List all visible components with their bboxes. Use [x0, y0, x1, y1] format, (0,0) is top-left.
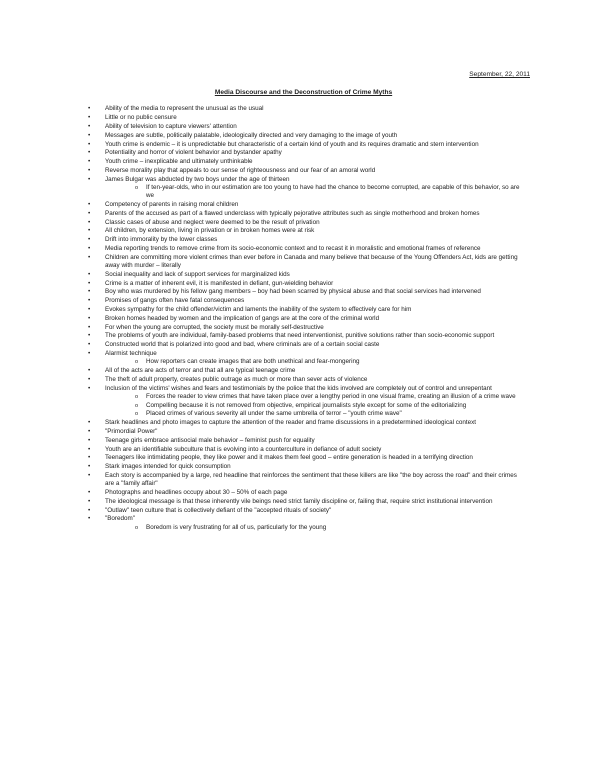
bullet-text: "Primordial Power" [105, 427, 158, 435]
bullet-item [82, 324, 525, 332]
bullet-item [82, 236, 525, 244]
bullet-item [82, 280, 525, 288]
notes-list [82, 105, 525, 531]
bullet-item [82, 297, 525, 305]
bullet-item [82, 515, 525, 531]
bullet-text: All children, by extension, living in privation or in broken homes were at risk [105, 227, 315, 235]
bullet-text: Teenage girls embrace antisocial male behavior – feminist push for equality [105, 436, 315, 444]
bullet-item [82, 271, 525, 279]
bullet-text: Ability of television to capture viewers' attention [105, 123, 237, 130]
bullet-text: "Boredom" [105, 515, 136, 523]
bullet-item [82, 472, 525, 488]
bullet-text: Reverse morality play that appeals to our sense of righteousness and our fear of an amoral world [105, 166, 376, 174]
bullet-item [82, 376, 525, 384]
bullet-text: Children are committing more violent crimes than ever before in Canada and many believe that because of the Young Offenders Act, kids are getting away with murder – literally [105, 253, 518, 269]
bullet-item [82, 245, 525, 253]
bullet-text: Potentiality and horror of violent behavior and bystander apathy [105, 149, 282, 157]
bullet-text: Stark headlines and photo images to capture the attention of the reader and frame discussions in a predetermined ideological context [105, 419, 477, 427]
sub-bullet-item: o Boredom is very frustrating for all of us, particularly for the young [105, 524, 525, 532]
sub-bullet-list [105, 184, 525, 200]
bullet-item [82, 428, 525, 436]
bullet-item [82, 332, 525, 340]
bullet-item [82, 419, 525, 427]
sub-bullet-list [105, 524, 525, 532]
bullet-item [82, 315, 525, 323]
bullet-text: The theft of adult property, creates public outrage as much or more than sever acts of violence [105, 375, 368, 383]
bullet-text: All of the acts are acts of terror and that all are typical teenage crime [105, 366, 296, 374]
bullet-item [82, 341, 525, 349]
bullet-text: Crime is a matter of inherent evil, it is manifested in defiant, gun-wielding behavior [105, 279, 334, 287]
bullet-item [82, 114, 525, 122]
bullet-item [82, 132, 525, 140]
bullet-text: Messages are subtle, politically palatable, ideologically directed and very damaging to the image of youth [105, 131, 398, 139]
bullet-text: Stark images intended for quick consumption [105, 463, 231, 471]
bullet-item [82, 167, 525, 175]
bullet-text: Each story is accompanied by a large, red headline that reinforces the sentiment that these killers are like "the boy across the road" and their crimes are a "family affair" [105, 471, 517, 488]
sub-bullet-list [105, 358, 525, 366]
bullet-text: Parents of the accused as part of a flawed underclass with typically pejorative attributes such as single motherhood and broken homes [105, 209, 480, 217]
bullet-item [82, 158, 525, 166]
sub-bullet-item: o If ten-year-olds, who in our estimation are too young to have had the chance to become corrupted, are capable of this behavior, so are we [105, 184, 525, 200]
bullet-item [82, 454, 525, 462]
bullet-text: Alarmist technique [105, 349, 157, 357]
document-title: Media Discourse and the Deconstruction of Crime Myths [214, 89, 393, 97]
sub-bullet-list [105, 393, 525, 419]
sub-bullet-item: o Placed crimes of various severity all under the same umbrella of terror – "youth crime wave" [105, 410, 525, 418]
bullet-text: "Outlaw" teen culture that is collectively defiant of the "accepted rituals of society" [105, 506, 332, 514]
bullet-item [82, 446, 525, 454]
sub-bullet-item: o Compelling because it is not removed from objective, empirical journalists style except for some of the editorializing [105, 402, 525, 410]
bullet-text: Constructed world that is polarized into good and bad, where criminals are of a certain social caste [105, 341, 380, 349]
bullet-item [82, 350, 525, 366]
bullet-item [82, 437, 525, 445]
bullet-text: Little or no public censure [105, 114, 177, 122]
bullet-item [82, 498, 525, 506]
sub-bullet-item: o How reporters can create images that are both unethical and fear-mongering [105, 358, 525, 366]
bullet-text: Teenagers like intimidating people, they like power and it makes them feel good – entire generation is headed in a terrifying direction [105, 454, 473, 462]
bullet-text: Youth are an identifiable subculture that is evolving into a counterculture in defiance of adult society [105, 445, 382, 453]
bullet-item [82, 507, 525, 515]
bullet-item [82, 385, 525, 419]
bullet-text: Youth crime is endemic – it is unpredictable but characteristic of a certain kind of youth and its requires dramatic and stern intervention [105, 140, 479, 148]
bullet-text: Classic cases of abuse and neglect were deemed to be the result of privation [105, 218, 320, 226]
bullet-text: Social inequality and lack of support services for marginalized kids [105, 270, 290, 278]
bullet-item [82, 105, 525, 113]
bullet-text: For when the young are corrupted, the society must be morally self-destructive [105, 323, 324, 331]
bullet-text: Competency of parents in raising moral children [105, 200, 239, 208]
bullet-text: Boy who was murdered by his fellow gang members – boy had been scarred by physical abuse and that social services had intervened [105, 288, 481, 296]
bullet-text: Drift into immorality by the lower classes [105, 236, 218, 244]
bullet-item [82, 149, 525, 157]
bullet-text: James Bulgar was abducted by two boys under the age of thirteen [105, 175, 290, 183]
sub-bullet-item: o Forces the reader to view crimes that have taken place over a lengthy period in one visual frame, creating an illusion of a crime wave [105, 393, 525, 401]
bullet-text: The ideological message is that these inherently vile beings need strict family discipline or, failing that, require strict institutional intervention [105, 497, 493, 505]
bullet-item [82, 489, 525, 497]
bullet-item [82, 463, 525, 471]
bullet-item [82, 288, 525, 296]
bullet-text: Promises of gangs often have fatal consequences [105, 297, 245, 305]
bullet-item [82, 227, 525, 235]
document-date: September, 22, 2011 [469, 71, 530, 78]
bullet-text: Inclusion of the victims' wishes and fears and testimonials by the police that the kids involved are completely out of control and unrepentant [105, 384, 492, 392]
bullet-item [82, 176, 525, 201]
bullet-text: Media reporting trends to remove crime from its socio-economic context and to recast it in moralistic and emotional frames of reference [105, 244, 481, 252]
bullet-text: Broken homes headed by women and the implication of gangs are at the core of the criminal world [105, 314, 380, 322]
bullet-item [82, 201, 525, 209]
bullet-item [82, 254, 525, 270]
bullet-text: Evokes sympathy for the child offender/victim and laments the inability of the system to effectively care for him [105, 305, 412, 313]
bullet-item [82, 210, 525, 218]
bullet-item [82, 306, 525, 314]
bullet-item [82, 219, 525, 227]
bullet-text: The problems of youth are individual, family-based problems that need interventionist, punitive solutions rather than socio-economic support [105, 332, 495, 340]
bullet-text: Photographs and headlines occupy about 30 – 50% of each page [105, 488, 288, 496]
bullet-item [82, 141, 525, 149]
bullet-text: Youth crime – inexplicable and ultimately unthinkable [105, 158, 253, 166]
bullet-text: Ability of the media to represent the unusual as the usual [105, 105, 264, 113]
bullet-item [82, 367, 525, 375]
bullet-item [82, 123, 525, 131]
